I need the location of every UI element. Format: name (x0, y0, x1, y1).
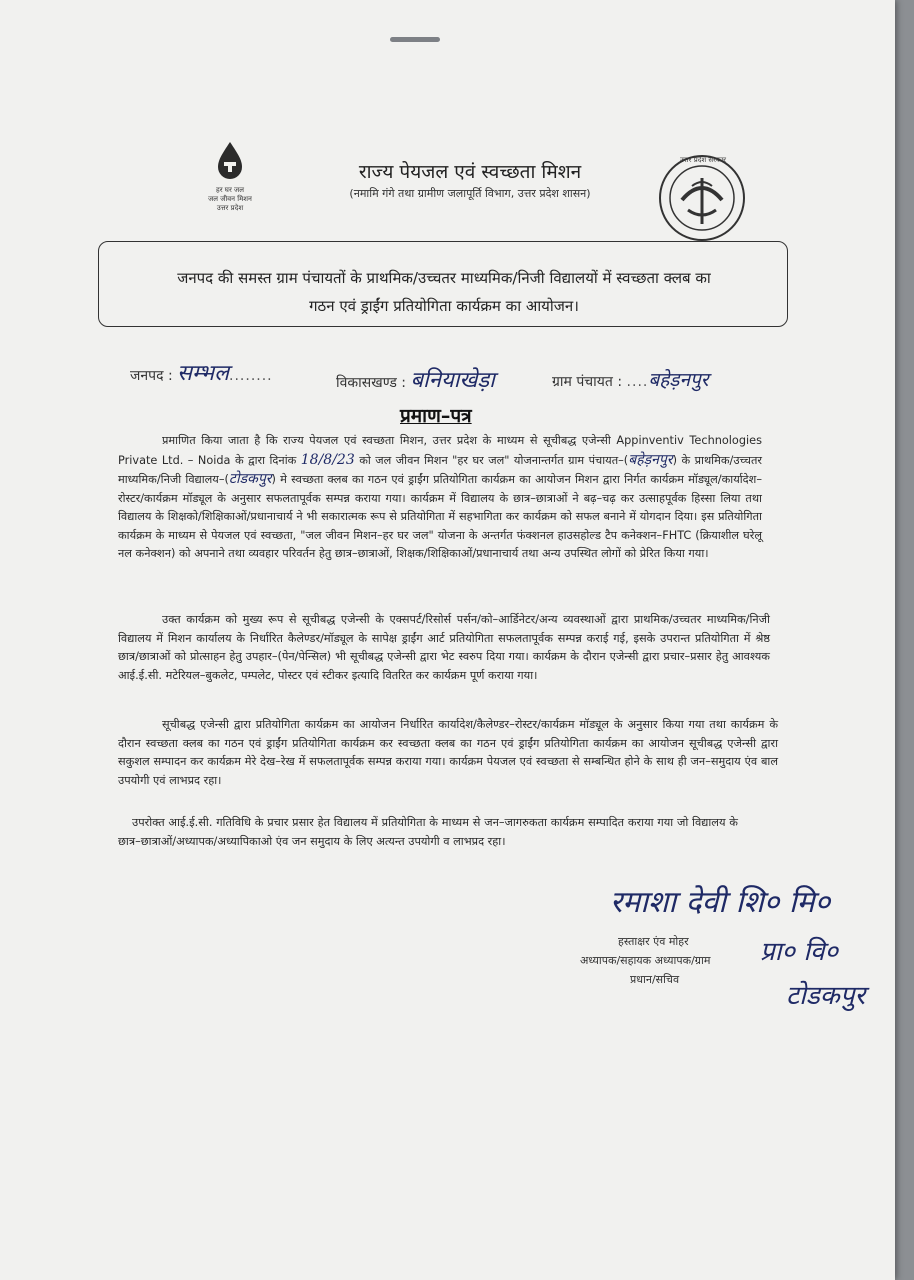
handwritten-school-name: टोडकपुर (786, 981, 866, 1011)
handwritten-school-abbrev: प्रा० वि० (760, 937, 839, 967)
paragraph-3: सूचीबद्ध एजेन्सी द्वारा प्रतियोगिता कार्यक्रम का आयोजन निर्धारित कार्यादेश/कैलेण्डर–रोस्टर/कार्यक्रम मॉड्यूल के अनुसार किया गया तथा कार्यक्रम के दौरान स्वच्छता क्लब का गठन एवं ड्राईंग प्रतियोगिता कार्यक्रम कर स्वच्छता क्लब का गठन एवं ड्राईंग प्रतियोगिता कार्यक्रम का आयोजन सूचीबद्ध एजेन्सी द्वारा सकुशल सम्पादन कर कार्यक्रम मेरे देख–रेख में सफलतापूर्वक सम्पन्न कराया गया। कार्यक्रम पेयजल एवं स्वच्छता से सम्बन्धित होने के साथ ही जन–समुदाय एंव बाल उपयोगी एवं लाभप्रद रहा। (118, 718, 778, 787)
handwritten-signature: रमाशा देवी शि० मि० (610, 885, 831, 920)
gram-panchayat-value: बहेड़नपुर (648, 369, 709, 391)
header-subtitle: (नमामि गंगे तथा ग्रामीण जलापूर्ति विभाग, उत्तर प्रदेश शासन) (349, 187, 591, 200)
janpad-value: सम्भल (177, 361, 230, 386)
paragraph-1 (118, 432, 762, 564)
staple-mark (390, 37, 440, 42)
paragraph-4: उपरोक्त आई.ई.सी. गतिविधि के प्रचार प्रसार हेत विद्यालय में प्रतियोगिता के माध्यम से जन–जागरुकता कार्यक्रम सम्पादित कराया गया जो विद्यालय के छात्र–छात्राओं/अध्यापक/अध्यापिकाओ एंव जन समुदाय के लिए अत्यन्त उपयोगी व लाभप्रद रहा। (118, 816, 738, 848)
para1-text-a: प्रमाणित किया जाता है कि राज्य पेयजल एवं स्वच्छता मिशन, उत्तर प्रदेश के माध्यम से सूचीबद्ध एजेन्सी Appinventiv Technologies Private Ltd. – Noida के द्वारा दिनांक (118, 434, 762, 467)
signature-label-1: हस्ताक्षर एंव मोहर (618, 935, 689, 948)
para1-gram-panchayat: बहेड़नपुर (628, 451, 673, 468)
banner-text (110, 264, 778, 320)
banner-line-2: गठन एवं ड्राईंग प्रतियोगिता कार्यक्रम का आयोजन। (309, 297, 579, 315)
program-date: 18/8/23 (300, 451, 355, 468)
vikaskhand-label: विकासखण्ड : (336, 375, 407, 391)
janpad-label: जनपद : (130, 368, 173, 384)
certificate-title: प्रमाण–पत्र (400, 405, 472, 427)
logo-caption-1: हर घर जल (216, 186, 244, 194)
banner-line-1: जनपद की समस्त ग्राम पंचायतों के प्राथमिक/उच्चतर माध्यमिक/निजी विद्यालयों में स्वच्छता क्लब का (177, 269, 711, 287)
gram-panchayat-field: ग्राम पंचायत : ....बहेड़नपुर (552, 369, 709, 391)
paragraph-2: उक्त कार्यक्रम को मुख्य रूप से सूचीबद्ध एजेन्सी के एक्सपर्ट/रिसोर्स पर्सन/को–आर्डिनेटर/अन्य व्यवस्थाओं द्वारा प्राथमिक/उच्चतर माध्यमिक/निजी विद्यालय में मिशन कार्यालय के निर्धारित कैलेण्डर/मॉड्यूल के सापेक्ष ड्राईंग आर्ट प्रतियोगिता सफलतापूर्वक सम्पन्न कराई गई, इसके उपरान्त प्रतियोगिता में श्रेष्ठ छात्र/छात्राओं को प्रोत्साहन हेतु उपहार–(पेन/पेन्सिल) भी सूचीबद्ध एजेन्सी द्वारा भेट स्वरुप दिया गया। कार्यक्रम के दौरान एजेन्सी द्वारा प्रचार–प्रसार हेतु आवश्यक आई.ई.सी. मटेरियल–बुकलेट, पम्पलेट, पोस्टर एवं स्टीकर इत्यादि वितरित कर कार्यक्रम पूर्ण कराया गया। (118, 613, 770, 682)
janpad-field: जनपद : सम्भल........ (130, 361, 273, 386)
signature-label-3: प्रधान/सचिव (630, 973, 680, 986)
para1-text-d: ) मे स्वच्छता क्लब का गठन एवं ड्राईंग प्रतियोगिता कार्यक्रम का आयोजन मिशन द्वारा निर्गत कार्यक्रम मॉड्यूल/कार्यादेश–रोस्टर/कार्यक्रम मॉड्यूल के अनुसार सफलतापूर्वक सम्पन्न कराया गया। कार्यक्रम में विद्यालय के छात्र–छात्राओं ने बढ़–चढ़ कर उत्साहपूर्वक हिस्सा लिया तथा विद्यालय के शिक्षको/शिक्षिकाओं/प्रधानाचार्य ने भी सकारात्मक रूप से प्रतियोगिता में सहभागिता कर कार्यक्रम को सफल बनाने में योगदान दिया। इस प्रतियोगिता कार्यक्रम के माध्यम से पेयजल एवं स्वच्छता, "जल जीवन मिशन–हर घर जल" योजना के अन्तर्गत फंक्शनल हाउसहोल्ड टैप कनेक्शन–FHTC (क्रियाशील घरेलू नल कनेक्शन) को अपनाने तथा व्यवहार परिवर्तन हेतु छात्र–छात्राओं, शिक्षक/शिक्षिकाओं/प्रधानाचार्य तथा अन्य उपस्थित लोगों को प्रेरित किया गया। (118, 473, 762, 560)
signature-label-2: अध्यापक/सहायक अध्यापक/ग्राम (580, 954, 711, 967)
vikaskhand-field (336, 364, 495, 394)
logo-caption-2: जल जीवन मिशन (208, 195, 252, 203)
jal-jeevan-mission-logo (190, 140, 270, 220)
header-title: राज्य पेयजल एवं स्वच्छता मिशन (358, 161, 582, 183)
para1-school-name: टोडकपुर (228, 471, 272, 487)
gram-panchayat-label: ग्राम पंचायत : (552, 374, 623, 390)
emblem-text: उत्तर प्रदेश सरकार (679, 156, 727, 164)
water-tap-icon (212, 140, 248, 182)
para1-text-c: ) के प्राथमिक/उच्चतर माध्यमिक/निजी विद्यालय–( (118, 453, 763, 486)
up-government-emblem-icon (658, 154, 746, 242)
logo-caption-3: उत्तर प्रदेश (216, 204, 244, 212)
para1-text-b: को जल जीवन मिशन "हर घर जल" योजनान्तर्गत ग्राम पंचायत–( (359, 453, 629, 467)
vikaskhand-value: बनियाखेड़ा (410, 368, 495, 393)
